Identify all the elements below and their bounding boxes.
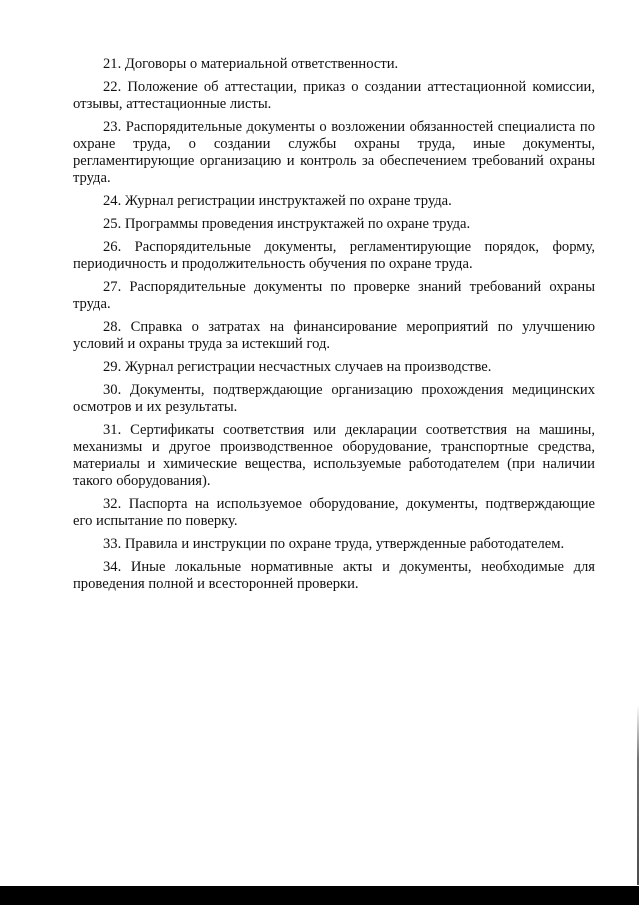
list-item-33: 33. Правила и инструкции по охране труда, утвержденные работодателем. [103,536,565,552]
list-item-23: 23. Распорядительные документы о возложении обязанностей специалиста по охране труда, о создании службы охраны труда, иные документы, регламентирующие организацию и контроль за обеспечением требований охраны труда. [73,118,595,187]
list-item-28: 28. Справка о затратах на финансирование мероприятий по улучшению условий и охраны труда за истекший год. [73,318,595,352]
list-item-34: 34. Иные локальные нормативные акты и документы, необходимые для проведения полной и всесторонней проверки. [73,558,595,592]
list-item-29: 29. Журнал регистрации несчастных случаев на производстве. [103,358,492,375]
list-item-21: 21. Договоры о материальной ответственности. [103,56,399,72]
list-item-26: 26. Распорядительные документы, регламентирующие порядок, форму, периодичность и продолжительность обучения по охране труда. [73,238,595,272]
list-item-24: 24. Журнал регистрации инструктажей по охране труда. [103,193,452,210]
scan-edge-bottom [0,886,639,905]
document-body [73,56,595,599]
list-item-25: 25. Программы проведения инструктажей по охране труда. [103,216,471,232]
list-item-31: 31. Сертификаты соответствия или декларации соответствия на машины, механизмы и другое производственное оборудование, транспортные средства, материалы и химические вещества, используемые работодателем (при наличии такого оборудования). [73,421,595,490]
list-item-22: 22. Положение об аттестации, приказ о создании аттестационной комиссии, отзывы, аттестационные листы. [73,78,595,112]
list-item-32: 32. Паспорта на используемое оборудование, документы, подтверждающие его испытание по поверку. [73,496,595,530]
list-item-27: 27. Распорядительные документы по проверке знаний требований охраны труда. [73,278,595,312]
list-item-30: 30. Документы, подтверждающие организацию прохождения медицинских осмотров и их результаты. [73,381,595,415]
